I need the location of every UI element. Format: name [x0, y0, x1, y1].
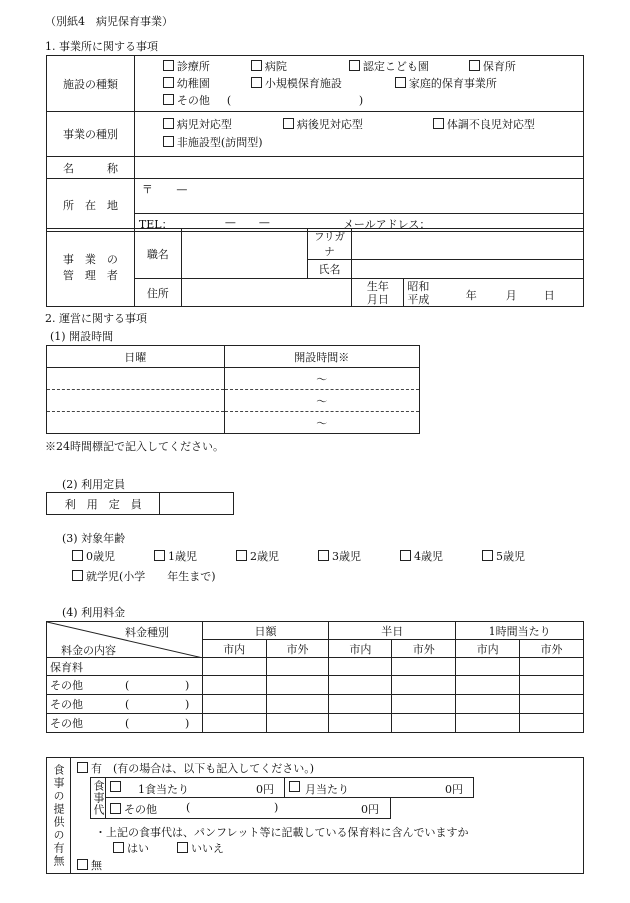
option-label: はい [127, 842, 149, 855]
month-label: 月 [505, 289, 517, 302]
fee-row-label-cell [47, 695, 203, 714]
age-option-0[interactable] [72, 548, 115, 564]
fee-cell[interactable] [329, 658, 392, 676]
paren-close: ) [185, 679, 190, 692]
age-option-1[interactable] [154, 548, 197, 564]
age-title: (3) 対象年齢 [62, 532, 126, 545]
checkbox-icon [72, 550, 83, 561]
option-label: 1歳児 [168, 550, 197, 563]
tel-dash: — [224, 216, 236, 229]
manager-label [47, 229, 135, 307]
option-label: 3歳児 [332, 550, 361, 563]
meal-other-yen: 0円 [361, 803, 379, 816]
fee-cell[interactable] [456, 676, 520, 695]
business-option-unwell[interactable] [433, 116, 535, 134]
option-label: 無 [91, 859, 102, 872]
manager-address-label: 住所 [134, 279, 181, 307]
checkbox-icon [289, 781, 300, 792]
diag-bottom-label: 料金の内容 [61, 644, 116, 657]
form-header: （別紙4 病児保育事業） [45, 15, 173, 28]
fee-cell[interactable] [520, 676, 584, 695]
birth-label-line2: 月日 [366, 292, 389, 306]
meal-vertical-label: 食事の提供の有無 [52, 764, 65, 868]
checkbox-icon [163, 118, 174, 129]
checkbox-icon [251, 77, 262, 88]
paren-open: ( [186, 801, 191, 814]
option-label: 家庭的保育事業所 [408, 77, 497, 90]
col-out-city: 市外 [392, 640, 456, 658]
meal-other-option[interactable] [110, 801, 157, 817]
checkbox-icon [163, 94, 174, 105]
col-out-city: 市外 [266, 640, 329, 658]
fee-cell[interactable] [456, 714, 520, 733]
table-row [47, 695, 584, 714]
option-label: 小規模保育施設 [264, 77, 342, 90]
time-field[interactable]: ～ [224, 412, 419, 434]
fee-cell[interactable] [520, 695, 584, 714]
paren-open: ( [226, 94, 232, 107]
business-option-post-sick[interactable] [283, 116, 363, 134]
time-field[interactable]: ～ [224, 390, 419, 412]
paren-open: ( [125, 698, 130, 711]
table-row [47, 714, 584, 733]
meal-cost-label: 食事代 [92, 780, 105, 816]
era-heisei: 平成 [407, 292, 430, 306]
option-label: 0歳児 [86, 550, 115, 563]
meal-question: ・上記の食事代は、パンフレット等に記載している保育料に含んでいますか [95, 826, 469, 839]
birth-label-line1: 生年 [366, 279, 389, 293]
facility-option-other[interactable] [163, 92, 210, 109]
checkbox-icon [236, 550, 247, 561]
meal-no-option[interactable] [77, 857, 102, 873]
capacity-field[interactable] [160, 493, 234, 515]
fee-row-label: 保育料 [47, 658, 203, 676]
fee-cell[interactable] [456, 695, 520, 714]
facility-option-home-nursery[interactable] [395, 75, 497, 92]
capacity-label: 利 用 定 員 [47, 493, 160, 515]
capacity-table [46, 492, 234, 515]
job-title-label: 職名 [134, 229, 181, 279]
manager-label-line2: 管 理 者 [62, 268, 118, 282]
option-label: 4歳児 [414, 550, 443, 563]
facility-type-label: 施設の種類 [47, 56, 135, 112]
fee-cell[interactable] [392, 695, 456, 714]
postal-dash: — [176, 183, 188, 196]
col-time: 開設時間※ [224, 346, 419, 368]
checkbox-icon [77, 762, 88, 773]
checkbox-icon [177, 842, 188, 853]
fee-cell[interactable] [520, 714, 584, 733]
group-half-day: 半日 [329, 622, 456, 640]
manager-label-line1: 事 業 の [62, 252, 118, 266]
birth-date-field[interactable] [444, 279, 584, 307]
day-label: 日 [543, 289, 555, 302]
option-label: 有 [91, 762, 102, 775]
checkbox-icon [72, 570, 83, 581]
furigana-field[interactable] [352, 229, 584, 260]
fee-cell[interactable] [392, 658, 456, 676]
paren-close: ) [185, 698, 190, 711]
fee-cell[interactable] [202, 714, 266, 733]
meal-vertical-label-cell [47, 758, 71, 873]
year-label: 年 [465, 289, 477, 302]
fee-row-label: その他 [50, 717, 83, 730]
fee-row-label: その他 [50, 698, 83, 711]
mail-label: メールアドレス： [342, 218, 431, 231]
manager-name-field[interactable] [352, 260, 584, 279]
opening-hours-table [46, 345, 420, 434]
meal-question-yes[interactable] [113, 840, 149, 856]
hours-title: (1) 開設時間 [50, 330, 114, 343]
diag-top-label: 料金種別 [125, 626, 169, 639]
fee-cell[interactable] [266, 676, 329, 695]
col-in-city: 市内 [202, 640, 266, 658]
option-label: その他 [176, 94, 210, 107]
tel-dash: — [258, 216, 270, 229]
job-title-field[interactable] [181, 229, 307, 279]
facility-option-clinic[interactable] [163, 58, 210, 75]
checkbox-icon [110, 781, 121, 792]
facility-option-small-nursery[interactable] [251, 75, 342, 92]
age-option-3[interactable] [318, 548, 361, 564]
facility-type-options [134, 56, 583, 112]
postal-mark: 〒 [141, 183, 153, 196]
hours-note: ※24時間標記で記入してください。 [45, 440, 224, 453]
col-in-city: 市内 [456, 640, 520, 658]
capacity-title: (2) 利用定員 [62, 478, 126, 491]
checkbox-icon [469, 60, 480, 71]
group-daily: 日額 [202, 622, 329, 640]
fee-cell[interactable] [329, 676, 392, 695]
fee-row-label-cell [47, 714, 203, 733]
business-type-label: 事業の種別 [47, 112, 135, 157]
table-row [47, 658, 584, 676]
option-label: 2歳児 [250, 550, 279, 563]
option-label: 診療所 [176, 60, 210, 73]
facility-option-nursery[interactable] [469, 58, 516, 75]
fee-cell[interactable] [392, 714, 456, 733]
age-option-school[interactable] [72, 568, 216, 584]
fee-cell[interactable] [456, 658, 520, 676]
per-meal-yen: 0円 [256, 783, 274, 796]
name-label: 名 称 [47, 157, 135, 179]
option-label: 保育所 [482, 60, 516, 73]
age-option-2[interactable] [236, 548, 279, 564]
fee-cell[interactable] [202, 695, 266, 714]
meal-yes-note: (有の場合は、以下も記入してください。) [113, 762, 315, 775]
per-month-label: 月当たり [305, 783, 349, 796]
age-option-5[interactable] [482, 548, 525, 564]
option-label: 病後児対応型 [296, 118, 363, 131]
option-label: 病院 [264, 60, 287, 73]
fee-table [46, 621, 584, 733]
per-month-option[interactable] [289, 781, 303, 794]
col-out-city: 市外 [520, 640, 584, 658]
checkbox-icon [113, 842, 124, 853]
paren-close: ) [274, 801, 279, 814]
checkbox-icon [349, 60, 360, 71]
day-field[interactable] [47, 368, 225, 390]
paren-open: ( [125, 717, 130, 730]
option-label: 就学児(小学 年生まで) [86, 570, 216, 583]
fee-row-label-cell [47, 676, 203, 695]
facility-option-hospital[interactable] [251, 58, 287, 75]
checkbox-icon [163, 77, 174, 88]
fee-title: (4) 利用料金 [62, 606, 126, 619]
checkbox-icon [251, 60, 262, 71]
option-label: その他 [124, 803, 157, 816]
option-label: 体調不良児対応型 [446, 118, 535, 131]
paren-close: ) [185, 717, 190, 730]
section1-title: 1. 事業所に関する事項 [45, 40, 158, 53]
option-label: 幼稚園 [176, 77, 210, 90]
meal-yes-option[interactable] [77, 760, 102, 776]
option-label: いいえ [191, 842, 224, 855]
checkbox-icon [482, 550, 493, 561]
address-field[interactable] [134, 179, 583, 214]
birth-label [352, 279, 404, 307]
checkbox-icon [163, 136, 174, 147]
option-label: 非施設型(訪問型) [176, 136, 263, 149]
fee-cell[interactable] [329, 695, 392, 714]
option-label: 病児対応型 [176, 118, 232, 131]
day-field[interactable] [47, 390, 225, 412]
checkbox-icon [154, 550, 165, 561]
meal-provision-box [46, 757, 584, 874]
facility-option-kindergarten[interactable] [163, 75, 210, 92]
checkbox-icon [395, 77, 406, 88]
fee-cell[interactable] [266, 658, 329, 676]
group-hourly: 1時間当たり [456, 622, 584, 640]
option-label: 認定こども園 [362, 60, 429, 73]
fee-diagonal-header [47, 622, 203, 658]
furigana-label: フリガナ [307, 229, 352, 260]
paren-open: ( [125, 679, 130, 692]
fee-row-label: その他 [50, 679, 83, 692]
fee-cell[interactable] [202, 658, 266, 676]
fee-cell[interactable] [520, 658, 584, 676]
table-row [47, 676, 584, 695]
section2-title: 2. 運営に関する事項 [45, 312, 147, 325]
fee-cell[interactable] [202, 676, 266, 695]
fee-cell[interactable] [266, 695, 329, 714]
checkbox-icon [433, 118, 444, 129]
tel-label: TEL： [138, 218, 173, 231]
business-type-options [134, 112, 583, 157]
fee-cell[interactable] [329, 714, 392, 733]
meal-question-no[interactable] [177, 840, 224, 856]
checkbox-icon [283, 118, 294, 129]
meal-cost-label-cell [90, 777, 106, 819]
per-meal-label: 1食当たり [138, 783, 189, 796]
checkbox-icon [400, 550, 411, 561]
era-showa: 昭和 [407, 279, 430, 293]
checkbox-icon [77, 859, 88, 870]
facility-option-kodomoen[interactable] [349, 58, 429, 75]
option-label: 5歳児 [496, 550, 525, 563]
per-month-cell[interactable] [284, 777, 474, 798]
name-field[interactable] [134, 157, 583, 179]
checkbox-icon [110, 803, 121, 814]
per-meal-cell[interactable] [105, 777, 285, 798]
fee-cell[interactable] [392, 676, 456, 695]
time-field[interactable]: ～ [224, 368, 419, 390]
per-meal-option[interactable] [110, 781, 124, 794]
col-in-city: 市内 [329, 640, 392, 658]
checkbox-icon [163, 60, 174, 71]
address-label: 所 在 地 [47, 179, 135, 232]
meal-other-cell[interactable] [105, 797, 391, 819]
age-options [72, 548, 592, 564]
age-option-4[interactable] [400, 548, 443, 564]
fee-cell[interactable] [266, 714, 329, 733]
manager-address-field[interactable] [181, 279, 352, 307]
business-option-sick-child[interactable] [163, 116, 232, 134]
per-month-yen: 0円 [445, 783, 463, 796]
checkbox-icon [318, 550, 329, 561]
day-field[interactable] [47, 412, 225, 434]
facility-info-table [46, 55, 584, 232]
business-option-visit[interactable] [163, 134, 263, 152]
manager-name-label: 氏名 [307, 260, 352, 279]
era-options[interactable] [404, 279, 444, 307]
manager-table [46, 228, 584, 307]
col-day: 日曜 [47, 346, 225, 368]
paren-close: ) [358, 94, 364, 107]
